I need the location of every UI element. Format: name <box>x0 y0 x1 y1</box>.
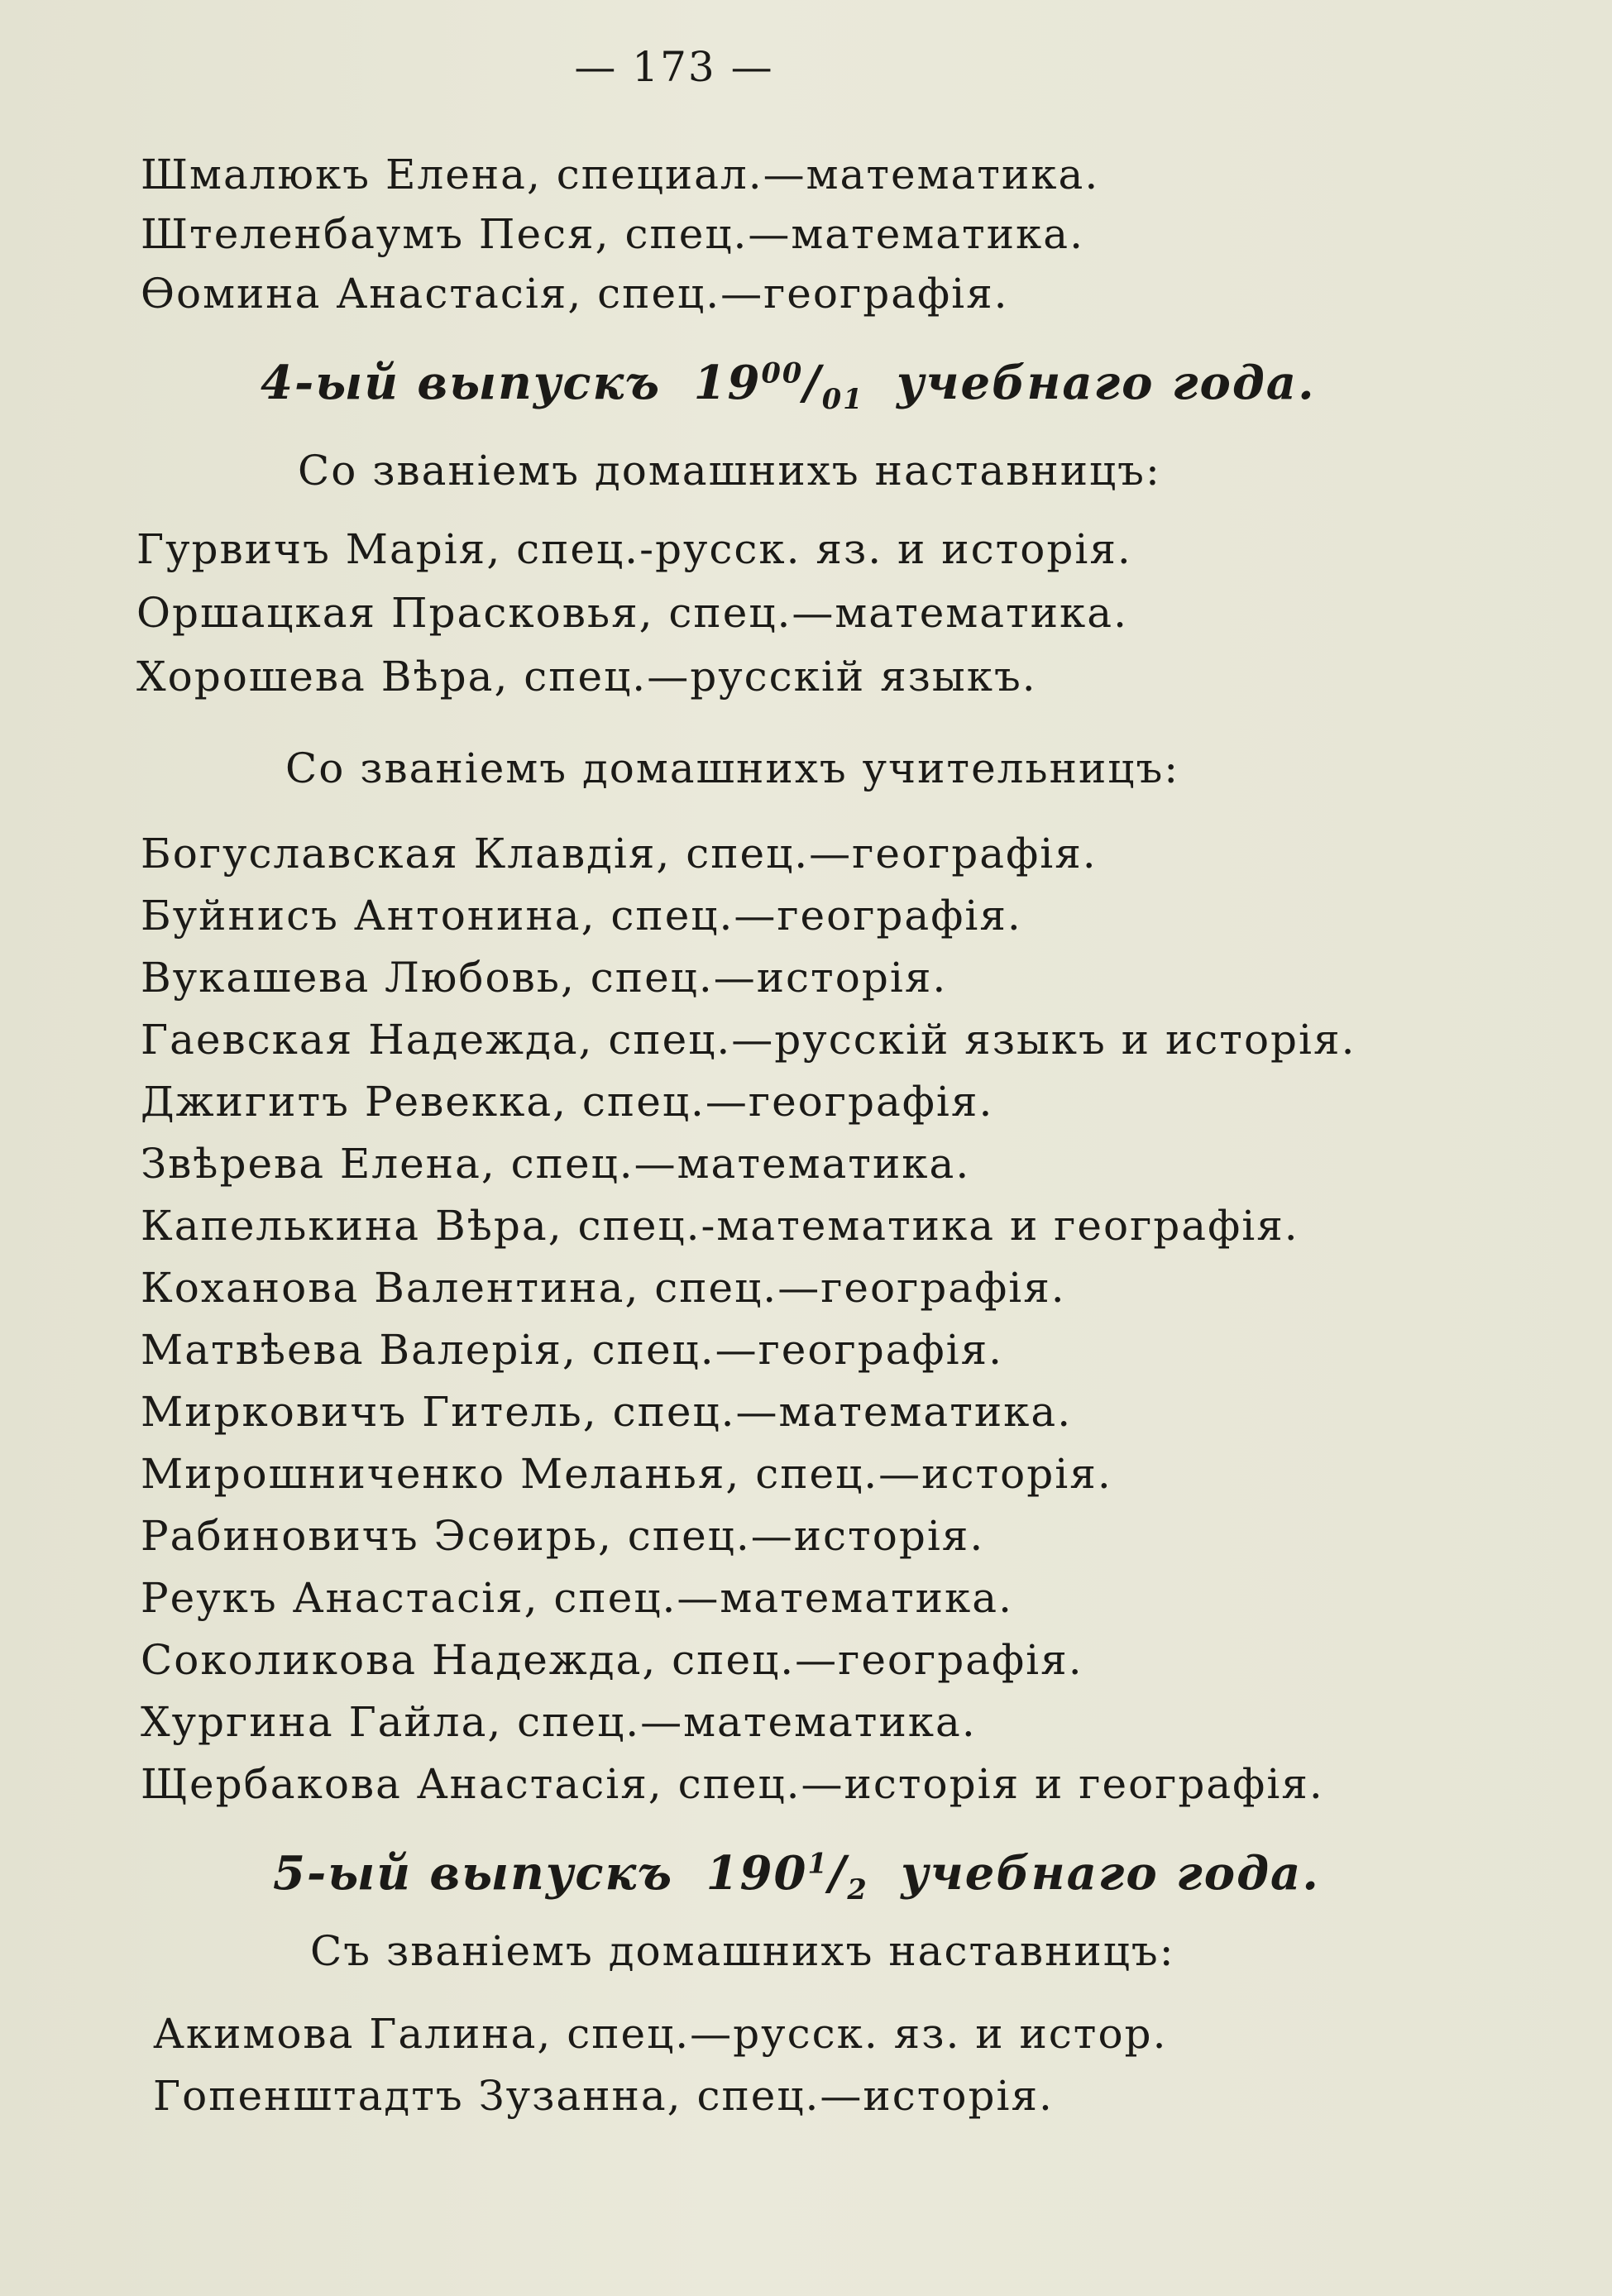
section-5-nastavnits-title: Съ званіемъ домашнихъ наставницъ: <box>310 1927 1175 1975</box>
section-5-heading-prefix: 5-ый выпускъ <box>273 1846 674 1901</box>
section-4-heading-prefix: 4-ый выпускъ <box>261 356 662 410</box>
list-item: Мирковичъ Гитель, спец.—математика. <box>141 1388 1073 1436</box>
section-5-heading <box>273 1846 1320 1906</box>
section-4-year-sep: / <box>803 356 822 410</box>
list-item: Гурвичъ Марія, спец.-русск. яз. и исторія. <box>136 525 1132 573</box>
list-item: Вукашева Любовь, спец.—исторія. <box>141 954 948 1002</box>
list-item: Гопенштадтъ Зузанна, спец.—исторія. <box>153 2072 1054 2120</box>
list-item: Звѣрева Елена, спец.—математика. <box>141 1140 971 1188</box>
section-4-nastavnits-title: Со званіемъ домашнихъ наставницъ: <box>298 447 1161 495</box>
section-4-year-sup: 00 <box>761 356 804 390</box>
page-number: — 173 — <box>574 43 774 91</box>
list-item: Коханова Валентина, спец.—географія. <box>141 1264 1066 1312</box>
list-item: Соколикова Надежда, спец.—географія. <box>141 1636 1083 1684</box>
section-5-heading-suffix: учебнаго года. <box>901 1846 1320 1901</box>
section-4-heading-suffix: учебнаго года. <box>896 356 1316 410</box>
list-item: Капелькина Вѣра, спец.-математика и географія. <box>141 1202 1299 1250</box>
section-4-uchitelnits-title: Со званіемъ домашнихъ учительницъ: <box>285 744 1180 792</box>
list-item: Шмалюкъ Елена, специал.—математика. <box>141 151 1100 199</box>
list-item: Акимова Галина, спец.—русск. яз. и истор. <box>153 2010 1168 2058</box>
section-5-year <box>706 1846 868 1906</box>
section-4-heading <box>261 356 1316 415</box>
list-item: Гаевская Надежда, спец.—русскій языкъ и исторія. <box>141 1016 1356 1064</box>
list-item: Хургина Гайла, спец.—математика. <box>141 1698 977 1746</box>
list-item: Хорошева Вѣра, спец.—русскій языкъ. <box>136 653 1037 701</box>
section-5-year-sep: / <box>828 1846 848 1901</box>
section-5-year-sup: 1 <box>807 1846 829 1880</box>
section-4-year-sub: 01 <box>821 382 864 416</box>
list-item: Оршацкая Прасковья, спец.—математика. <box>136 589 1128 637</box>
list-item: Щербакова Анастасія, спец.—исторія и географія. <box>141 1760 1324 1808</box>
list-item: Рабиновичъ Эсѳирь, спец.—исторія. <box>141 1512 985 1560</box>
section-5-year-sub: 2 <box>847 1873 868 1906</box>
list-item: Буйнисъ Антонина, спец.—географія. <box>141 892 1022 940</box>
section-4-year <box>693 356 864 416</box>
section-5-year-main: 190 <box>706 1846 808 1901</box>
list-item: Реукъ Анастасія, спец.—математика. <box>141 1574 1013 1622</box>
list-item: Матвѣева Валерія, спец.—географія. <box>141 1326 1004 1374</box>
list-item: Штеленбаумъ Песя, спец.—математика. <box>141 210 1084 258</box>
section-4-year-main: 19 <box>693 356 762 410</box>
list-item: Богуславская Клавдія, спец.—географія. <box>141 830 1098 878</box>
list-item: Мирошниченко Меланья, спец.—исторія. <box>141 1450 1112 1498</box>
list-item: Ѳомина Анастасія, спец.—географія. <box>141 270 1009 318</box>
list-item: Джигитъ Ревекка, спец.—географія. <box>141 1078 994 1126</box>
